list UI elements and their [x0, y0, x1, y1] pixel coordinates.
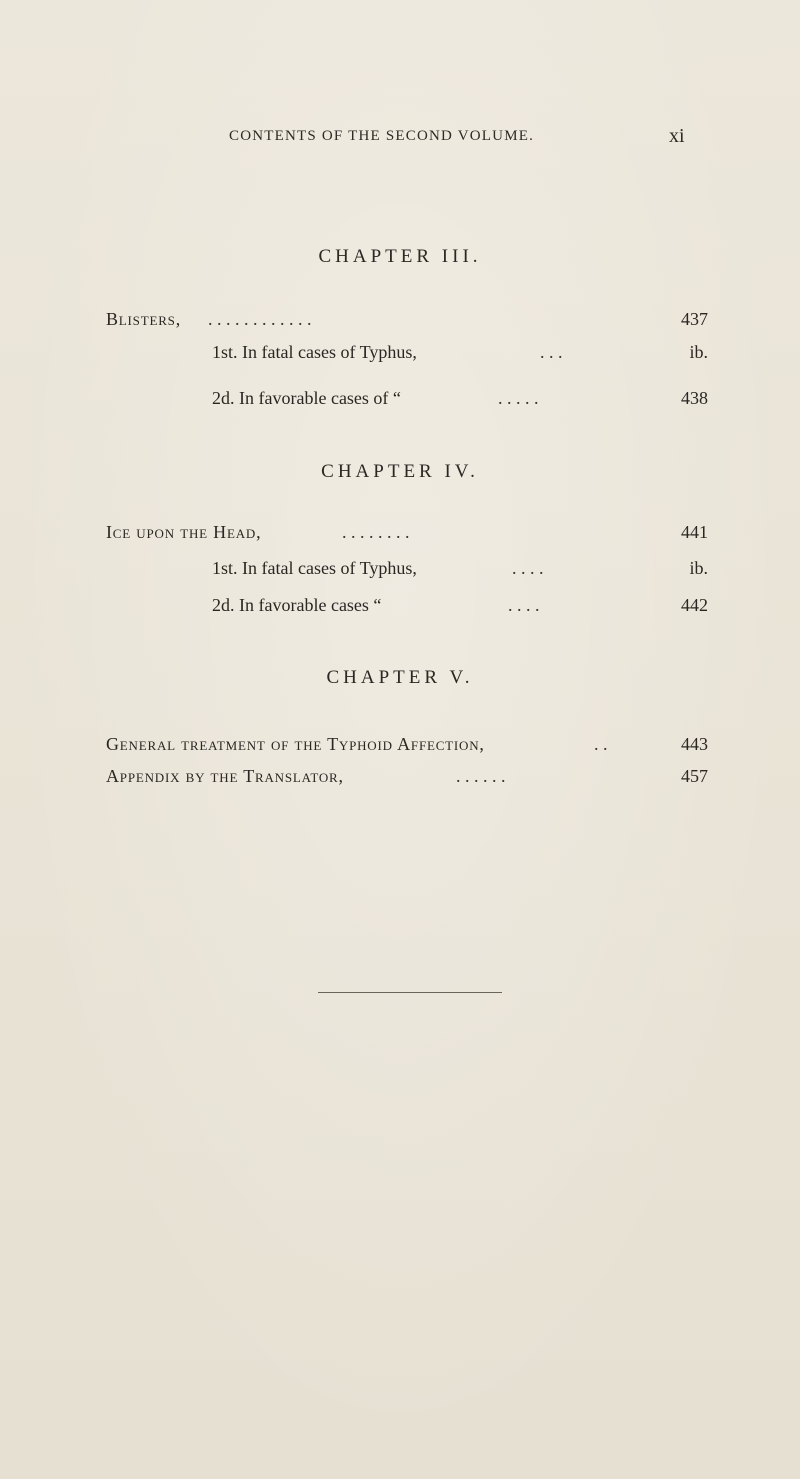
dot-leaders: . . . .: [512, 558, 544, 578]
toc-page-number: 441: [681, 522, 708, 542]
toc-page-number: 438: [681, 388, 708, 408]
chapter-heading-4: CHAPTER IV.: [321, 461, 479, 482]
toc-entry-label: Ice upon the Head,: [106, 522, 262, 542]
running-head: [229, 125, 709, 147]
page-folio: xi: [669, 125, 685, 147]
dot-leaders: . . .: [540, 342, 563, 362]
toc-page-number: ib.: [689, 558, 708, 578]
running-head-title: CONTENTS OF THE SECOND VOLUME.: [229, 128, 535, 144]
toc-entry-label: 1st. In fatal cases of Typhus,: [212, 558, 417, 578]
toc-entry-label: General treatment of the Typhoid Affection,: [106, 734, 485, 754]
dot-leaders: . . . . . . . . . . . .: [208, 309, 312, 329]
toc-entry-label: 1st. In fatal cases of Typhus,: [212, 342, 417, 362]
toc-entry-label: 2d. In favorable cases of “: [212, 388, 401, 408]
toc-page-number: 443: [681, 734, 708, 754]
dot-leaders: . .: [594, 734, 608, 754]
toc-page-number: ib.: [689, 342, 708, 362]
toc-page-number: 437: [681, 309, 708, 329]
toc-entry-label: Appendix by the Translator,: [106, 766, 344, 786]
dot-leaders: . . . . .: [498, 388, 539, 408]
chapter-heading-5: CHAPTER V.: [326, 667, 474, 688]
dot-leaders: . . . . . . . .: [342, 522, 410, 542]
chapter-heading-3: CHAPTER III.: [318, 246, 482, 267]
toc-page-number: 457: [681, 766, 708, 786]
dot-leaders: . . . . . .: [456, 766, 506, 786]
toc-page-number: 442: [681, 595, 708, 615]
toc-entry-label: 2d. In favorable cases “: [212, 595, 382, 615]
dot-leaders: . . . .: [508, 595, 540, 615]
end-rule: [318, 992, 502, 993]
toc-entry-label: Blisters,: [106, 309, 181, 329]
